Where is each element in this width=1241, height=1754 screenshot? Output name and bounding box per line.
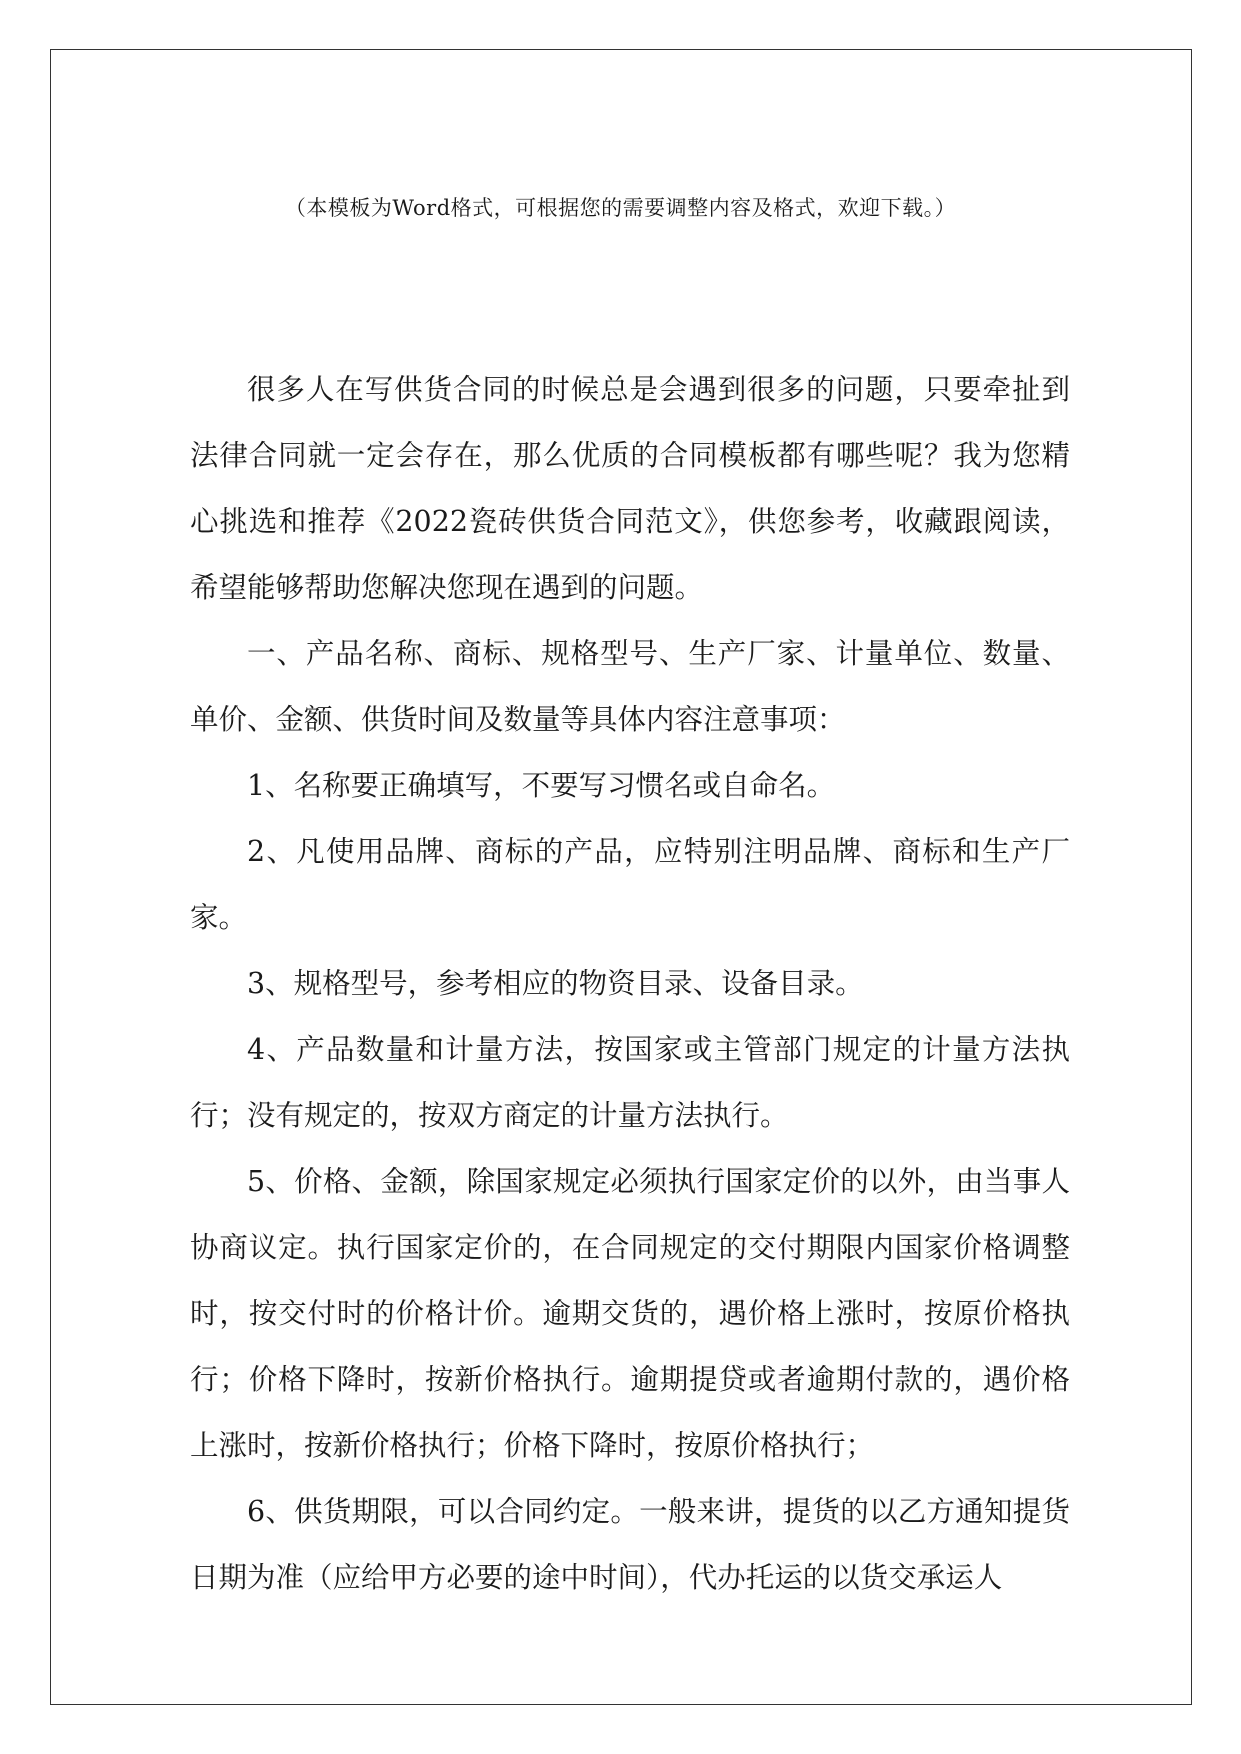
list-item-5: 5、价格、金额，除国家规定必须执行国家定价的以外，由当事人协商议定。执行国家定价的，在合同规定的交付期限内国家价格调整时，按交付时的价格计价。逾期交货的，遇价格上涨时，按原价格执行；价格下降时，按新价格执行。逾期提贷或者逾期付款的，遇价格上涨时，按新价格执行；价格下降时，按原价格执行；: [190, 1165, 1070, 1462]
list-item-3: 3、规格型号，参考相应的物资目录、设备目录。: [247, 967, 864, 1000]
list-item-6: 6、供货期限，可以合同约定。一般来讲，提货的以乙方通知提货日期为准（应给甲方必要的途中时间），代办托运的以货交承运人: [190, 1495, 1070, 1594]
list-item-4: 4、产品数量和计量方法，按国家或主管部门规定的计量方法执行；没有规定的，按双方商定的计量方法执行。: [190, 1033, 1070, 1132]
document-body: [190, 357, 1070, 1611]
template-note: （本模板为Word格式，可根据您的需要调整内容及格式，欢迎下载。）: [284, 196, 957, 220]
list-item-2: 2、凡使用品牌、商标的产品，应特别注明品牌、商标和生产厂家。: [190, 835, 1070, 934]
intro-paragraph: 很多人在写供货合同的时候总是会遇到很多的问题，只要牵扯到法律合同就一定会存在，那么优质的合同模板都有哪些呢？我为您精心挑选和推荐《2022瓷砖供货合同范文》，供您参考，收藏跟阅读，希望能够帮助您解决您现在遇到的问题。: [190, 373, 1070, 604]
section-heading-1: 一、产品名称、商标、规格型号、生产厂家、计量单位、数量、单价、金额、供货时间及数量等具体内容注意事项：: [190, 637, 1070, 736]
list-item-1: 1、名称要正确填写，不要写习惯名或自命名。: [247, 769, 836, 802]
